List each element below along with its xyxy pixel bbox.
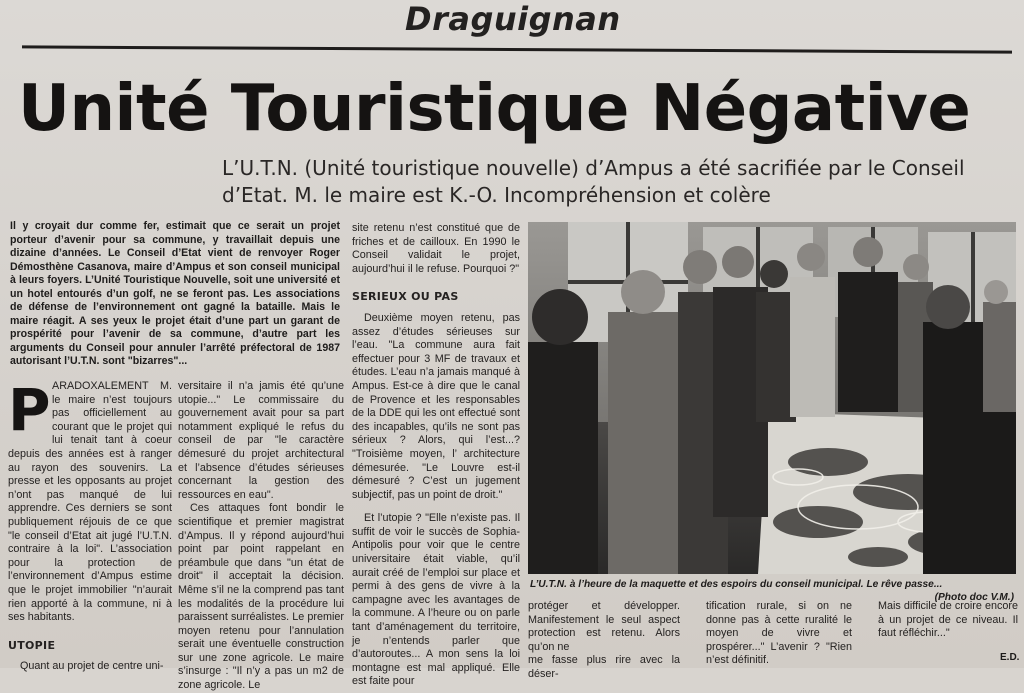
column-5 bbox=[706, 600, 852, 668]
column-2-paragraph-2: Ces attaques font bondir le scientifique et premier magistrat d’Ampus. Il y répond aujourd’hui point par point rappelant en préambule que dans "un état de droit" il acceptait la décision. Même s’il ne la comprend pas tant les modalités de la procédure lui paraissent surréalistes. Le premier moyen retenu pour l’annulation serait une éventuelle construction sur une zone agricole. Le maire s’insurge : "Il n’y a pas un m2 de zone agricole. Le bbox=[178, 502, 344, 692]
photo-illustration bbox=[528, 222, 1016, 574]
subhead-serieux: SERIEUX OU PAS bbox=[352, 290, 459, 304]
drop-cap: P bbox=[8, 376, 51, 444]
column-4-paragraph: protéger et développer. Manifestement le seul aspect protection est retenu. Alors qu’on ne bbox=[528, 600, 680, 653]
caption-text: L’U.T.N. à l’heure de la maquette et des espoirs du conseil municipal. Le rêve passe... bbox=[530, 579, 943, 590]
article-headline: Unité Touristique Négative bbox=[18, 72, 971, 146]
column-1-paragraph-2: Quant au projet de centre uni- bbox=[20, 660, 164, 673]
column-3 bbox=[352, 222, 520, 689]
column-1-paragraph: ARADOXALEMENT M. le maire n’est toujours pas officiellement au courant que le projet qui lui tenait tant à coeur depuis des années est à ranger au rayon des souvenirs. La presse et les opposants au projet n’ont pas manqué de lui apprendre. Ces derniers se sont publiquement réjouis de ce que "le conseil d’Etat ait jugé l’U.T.N. contraire à la loi". L’association pour la protection de l’environnement d’Ampus estime que le projet immobilier "n’aurait rien apporté à la commune, ni à ses habitants. bbox=[8, 380, 172, 624]
column-6 bbox=[878, 600, 1018, 641]
column-3-paragraph-2: Deuxième moyen retenu, pas assez d’études sérieuses sur l’eau. "La commune aura fait effectuer pour 3 MF de travaux et études. L’eau n’a jamais manqué à Ampus. Est-ce à dire que le canal de Provence et les responsables de la DDE qui les ont effectué sont des incapables, qu’ils ne sont pas sérieux ? Alors, qui l’est...? "Troisième moyen, l’ architecture démesurée. "Le Louvre est-il démesuré ? C’est un jugement subjectif, pas un point de droit." bbox=[352, 311, 520, 501]
column-6-paragraph: Mais difficile de croire encore à un projet de ce niveau. Il faut réfléchir..." bbox=[878, 600, 1018, 640]
article-photo bbox=[528, 222, 1016, 574]
top-rule bbox=[22, 45, 1012, 53]
column-5-paragraph: tification rurale, si on ne donne pas à cette ruralité le moyen de vivre et prospérer..." L’avenir ? "Rien n’est définitif. bbox=[706, 600, 852, 667]
column-3-paragraph: site retenu n’est constitué que de friches et de cailloux. En 1990 le Conseil validait le projet, aujourd’hui il le refuse. Pourquoi ?" bbox=[352, 222, 520, 275]
column-4-paragraph-2: me fasse plus rire avec la déser- bbox=[528, 654, 680, 680]
author-signature: E.D. bbox=[1000, 652, 1020, 663]
column-2 bbox=[178, 380, 344, 693]
column-3-paragraph-3: Et l’utopie ? "Elle n’existe pas. Il suffit de voir le succès de Sophia-Antipolis pour voir que le centre universitaire était viable, qu’il aurait créé de l’emploi sur place et permi à des gens de vivre à la campagne avec les avantages de la commune. A l’heure ou on parle tant d’aménagement du territoire, je n’entends parler que d’autoroutes... A mon sens la loi montagne est mal appliqué. Elle est faite pour bbox=[352, 512, 520, 688]
article-lead: Il y croyait dur comme fer, estimait que ce serait un projet porteur d’avenir pour sa commune, y travaillait depuis une dizaine d’années. Le Conseil d’Etat vient de renvoyer Roger Démosthène Casanova, maire d’Ampus et son conseil municipal à leurs foyers. L’Unité Touristique Nouvelle, soit une université et un hotel entourés d’un golf, ne se feront pas. Les associations de défense de l’environnement ont gagné la bataille. Mais le maire réagit. A ses yeux le projet était d’une part un garant de prospérité pour l’avenir de sa commune, d’autre part les arguments du Conseil pour annuler l’arrêté préfectoral de 1987 autorisant l’U.T.N. sont "bizarres"... bbox=[10, 220, 340, 367]
column-4 bbox=[528, 600, 680, 682]
column-1 bbox=[8, 376, 172, 674]
article-deck: L’U.T.N. (Unité touristique nouvelle) d’Ampus a été sacrifiée par le Conseil d’Etat. M. le maire est K.-O. Incompréhension et colère bbox=[222, 156, 965, 207]
section-kicker: Draguignan bbox=[405, 0, 621, 38]
subhead-utopie: UTOPIE bbox=[8, 638, 56, 652]
column-2-paragraph: versitaire il n’a jamis été qu’une utopie..." Le commissaire du gouvernement avait pour sa part notamment expliqué le refus du conseil de par "le caractère démesuré du projet architectural et l’absence d’études sérieuses concernant la gestion des ressources en eau". bbox=[178, 380, 344, 501]
photo-credit: (Photo doc V.M.) bbox=[934, 592, 1014, 603]
